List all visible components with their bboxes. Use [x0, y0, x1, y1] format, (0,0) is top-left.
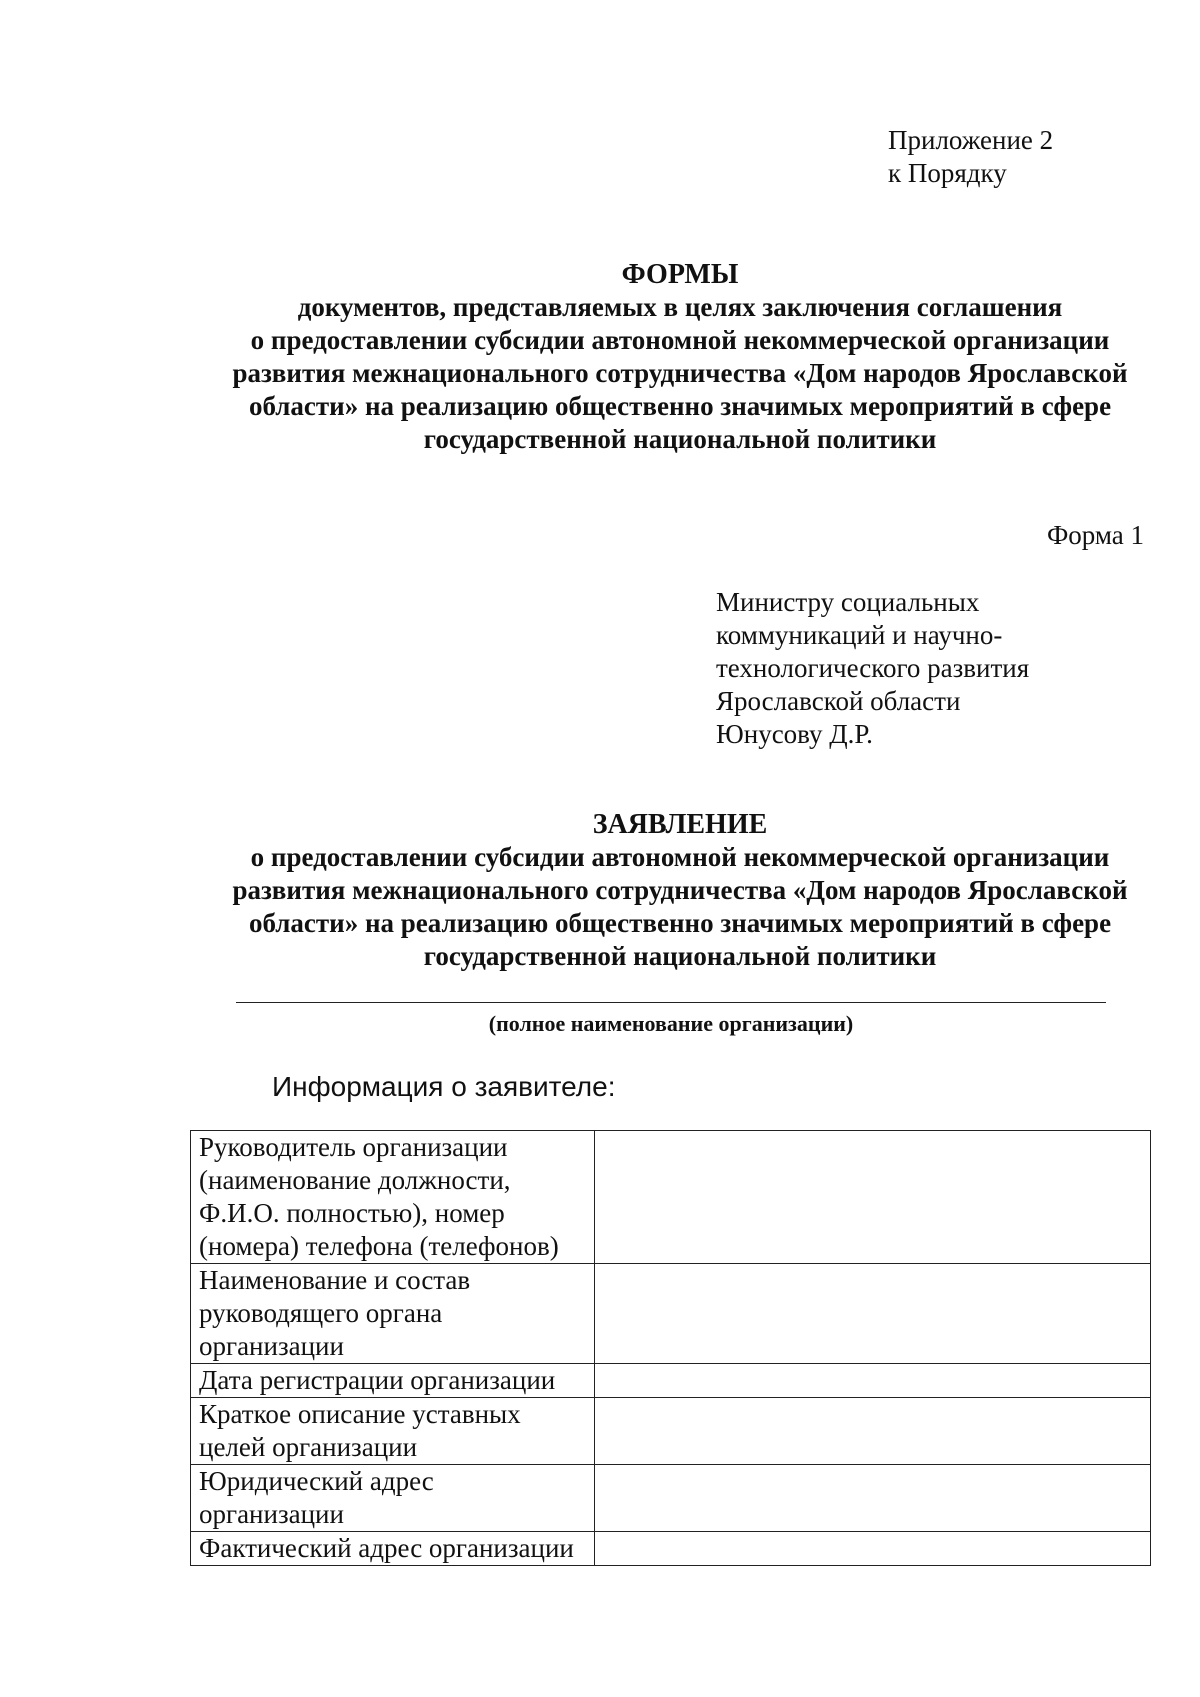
org-name-fill-line[interactable] — [236, 1002, 1106, 1003]
label-line: целей организации — [199, 1432, 418, 1462]
row-value-manager[interactable] — [594, 1131, 1150, 1264]
row-value-registration-date[interactable] — [594, 1364, 1150, 1398]
statement-subtitle-line: развития межнационального сотрудничества «Дом народов Ярославской — [232, 875, 1128, 905]
applicant-info-table — [190, 1130, 1151, 1566]
table-row — [191, 1465, 1151, 1532]
addressee-line: коммуникаций и научно- — [716, 620, 1003, 650]
label-line: Ф.И.О. полностью), номер — [199, 1198, 505, 1228]
appendix-number: Приложение 2 — [888, 125, 1054, 155]
row-label-manager — [191, 1131, 595, 1264]
table-row — [191, 1264, 1151, 1364]
forms-subtitle-line: документов, представляемых в целях заключения соглашения — [297, 292, 1063, 322]
label-line: Краткое описание уставных — [199, 1399, 521, 1429]
table-row — [191, 1131, 1151, 1264]
forms-subtitle-line: развития межнационального сотрудничества «Дом народов Ярославской — [232, 358, 1128, 388]
statement-subtitle-line: государственной национальной политики — [423, 941, 937, 971]
row-value-governing-body[interactable] — [594, 1264, 1150, 1364]
label-line: (наименование должности, — [199, 1165, 511, 1195]
row-label-charter-goals — [191, 1398, 595, 1465]
label-line: (номера) телефона (телефонов) — [199, 1231, 559, 1261]
forms-heading — [180, 258, 1180, 456]
row-label-legal-address — [191, 1465, 595, 1532]
table-row — [191, 1398, 1151, 1465]
label-line: организации — [199, 1331, 344, 1361]
row-label-actual-address — [191, 1532, 595, 1566]
table-row — [191, 1364, 1151, 1398]
row-label-governing-body — [191, 1264, 595, 1364]
forms-subtitle-line: государственной национальной политики — [423, 424, 937, 454]
label-line: Руководитель организации — [199, 1132, 508, 1162]
forms-subtitle-line: области» на реализацию общественно значимых мероприятий в сфере — [248, 391, 1112, 421]
label-line: руководящего органа — [199, 1298, 443, 1328]
row-label-registration-date — [191, 1364, 595, 1398]
addressee-line: технологического развития — [716, 653, 1030, 683]
label-line: Наименование и состав — [199, 1265, 471, 1295]
table-row — [191, 1532, 1151, 1566]
addressee-line: Министру социальных — [716, 587, 980, 617]
applicant-info-label: Информация о заявителе: — [272, 1071, 616, 1102]
org-name-caption: (полное наименование организации) — [488, 1011, 854, 1036]
addressee-block — [716, 586, 1029, 751]
addressee-line: Ярославской области — [716, 686, 961, 716]
label-line: Дата регистрации организации — [199, 1365, 556, 1395]
row-value-charter-goals[interactable] — [594, 1398, 1150, 1465]
row-value-legal-address[interactable] — [594, 1465, 1150, 1532]
appendix-reference — [888, 124, 1053, 190]
statement-subtitle-line: области» на реализацию общественно значимых мероприятий в сфере — [248, 908, 1112, 938]
row-value-actual-address[interactable] — [594, 1532, 1150, 1566]
statement-subtitle-line: о предоставлении субсидии автономной некоммерческой организации — [250, 842, 1110, 872]
forms-subtitle-line: о предоставлении субсидии автономной некоммерческой организации — [250, 325, 1110, 355]
form-number-label: Форма 1 — [1046, 520, 1144, 550]
addressee-line: Юнусову Д.Р. — [716, 719, 873, 749]
label-line: Юридический адрес — [199, 1466, 434, 1496]
appendix-procedure: к Порядку — [888, 158, 1007, 188]
label-line: организации — [199, 1499, 344, 1529]
label-line: Фактический адрес организации — [199, 1533, 574, 1563]
statement-title: ЗАЯВЛЕНИЕ — [592, 809, 768, 840]
forms-title: ФОРМЫ — [621, 259, 739, 290]
statement-heading — [180, 808, 1180, 973]
